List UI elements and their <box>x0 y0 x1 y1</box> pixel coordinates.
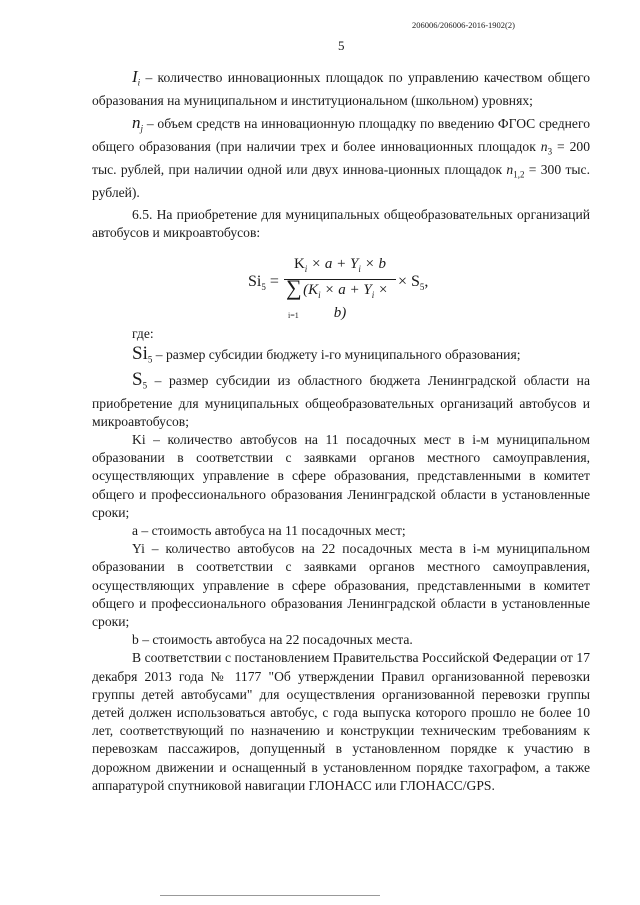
den-k-sub: i <box>318 289 321 300</box>
definition-I-text: – количество инновационных площадок по управлению качеством общего образования на муниципальном и институциональном (школьном) уровнях; <box>92 70 590 108</box>
num-k: K <box>293 255 305 272</box>
definition-b: b – стоимость автобуса на 22 посадочных места. <box>132 632 413 648</box>
rhs-s-sub: 5 <box>419 281 425 292</box>
symbol-I-sub: i <box>137 77 141 88</box>
n3-label: n <box>540 139 548 155</box>
section-6-5: 6.5. На приобретение для муниципальных общеобразовательных организаций автобусов и микроавтобусов: <box>92 207 590 241</box>
symbol-si-sub: 5 <box>147 354 153 365</box>
symbol-I: I <box>132 67 138 86</box>
symbol-si: Si <box>132 342 148 364</box>
definition-n-text-a: – объем средств на инновационную площадку по введению ФГОС среднего общего образования (при наличии трех и более инновационных площадок <box>92 116 590 155</box>
symbol-n: n <box>132 113 141 133</box>
where-label: где: <box>132 325 154 341</box>
scan-edge-line <box>160 895 380 896</box>
den-tail: × b) <box>333 281 389 321</box>
formula-lhs-sub: 5 <box>261 281 266 292</box>
n12-value: = 300 тыс. рублей). <box>92 161 590 200</box>
document-body <box>92 68 590 795</box>
num-y-sub: i <box>358 263 361 274</box>
formula-si5 <box>92 251 590 321</box>
num-k-sub: i <box>304 263 308 274</box>
den-y-sub: i <box>371 289 375 300</box>
definition-ki: Ki – количество автобусов на 11 посадочных мест в i-м муниципальном образовании в соответствии с заявками органов местного самоуправления, осуществляющих управление в сфере образования, представленными в комитет общего и профессионального образования Ленинградской области в установленные сроки; <box>92 431 590 520</box>
document-id: 206006/206006-2016-1902(2) <box>412 20 515 30</box>
definition-a: а – стоимость автобуса на 11 посадочных мест; <box>132 522 406 538</box>
rhs-s: × S <box>398 272 420 290</box>
definition-si5 <box>92 342 590 369</box>
definition-n <box>92 114 590 202</box>
definition-si5-text: – размер субсидии бюджету i-го муниципального образования; <box>152 346 521 362</box>
formula-equals: = <box>265 272 279 290</box>
page-number: 5 <box>338 38 345 53</box>
definition-yi: Yi – количество автобусов на 22 посадочных места в i-м муниципальном образовании в соответствии с заявками органов местного самоуправления, осуществляющих управление в сфере образования, представленными в комитет общего и профессионального образования Ленинградской области в установленные сроки; <box>92 541 590 629</box>
n12-label: n <box>506 161 514 177</box>
formula-lhs <box>248 273 279 296</box>
rhs-tail: , <box>424 272 429 290</box>
definition-s5-text: – размер субсидии из областного бюджета Ленинградской области на приобретение для муниципальных общеобразовательных организаций автобусов и микроавтобусов; <box>92 372 590 429</box>
sigma-symbol: ∑ <box>286 274 302 300</box>
n12-sub: 1,2 <box>513 169 525 180</box>
formula-rhs <box>398 273 428 296</box>
den-rest: × a + Y <box>320 281 372 298</box>
symbol-s: S <box>132 368 143 390</box>
definition-s5 <box>92 368 590 431</box>
num-tail: × b <box>360 255 387 272</box>
n3-value: = 200 тыс. рублей, при наличии одной или двух иннова-ционных площадок <box>92 139 590 177</box>
sigma-index: i=1 <box>288 310 299 320</box>
paragraph-regulation: В соответствии с постановлением Правительства Российской Федерации от 17 декабря 2013 года № 1177 "Об утверждении Правил организованной перевозки группы детей автобусами" для осуществления организованной перевозки группы детей должен использоваться автобус, с года выпуска которого прошло не более 10 лет, соответствующий по назначению и конструкции техническим требованиям к перевозкам пассажиров, допущенный в установленном порядке к участию в дорожном движении и оснащенный в установленном порядке тахографом, а также аппаратурой спутниковой навигации ГЛОНАСС или ГЛОНАСС/GPS. <box>92 650 590 793</box>
definition-I <box>92 68 590 110</box>
symbol-s-sub: 5 <box>142 380 148 391</box>
n3-sub: 3 <box>547 146 553 157</box>
symbol-n-sub: j <box>140 123 144 134</box>
formula-lhs-symbol: Si <box>248 272 262 290</box>
num-rest: × a + Y <box>307 255 359 272</box>
den-k: (K <box>303 281 319 298</box>
